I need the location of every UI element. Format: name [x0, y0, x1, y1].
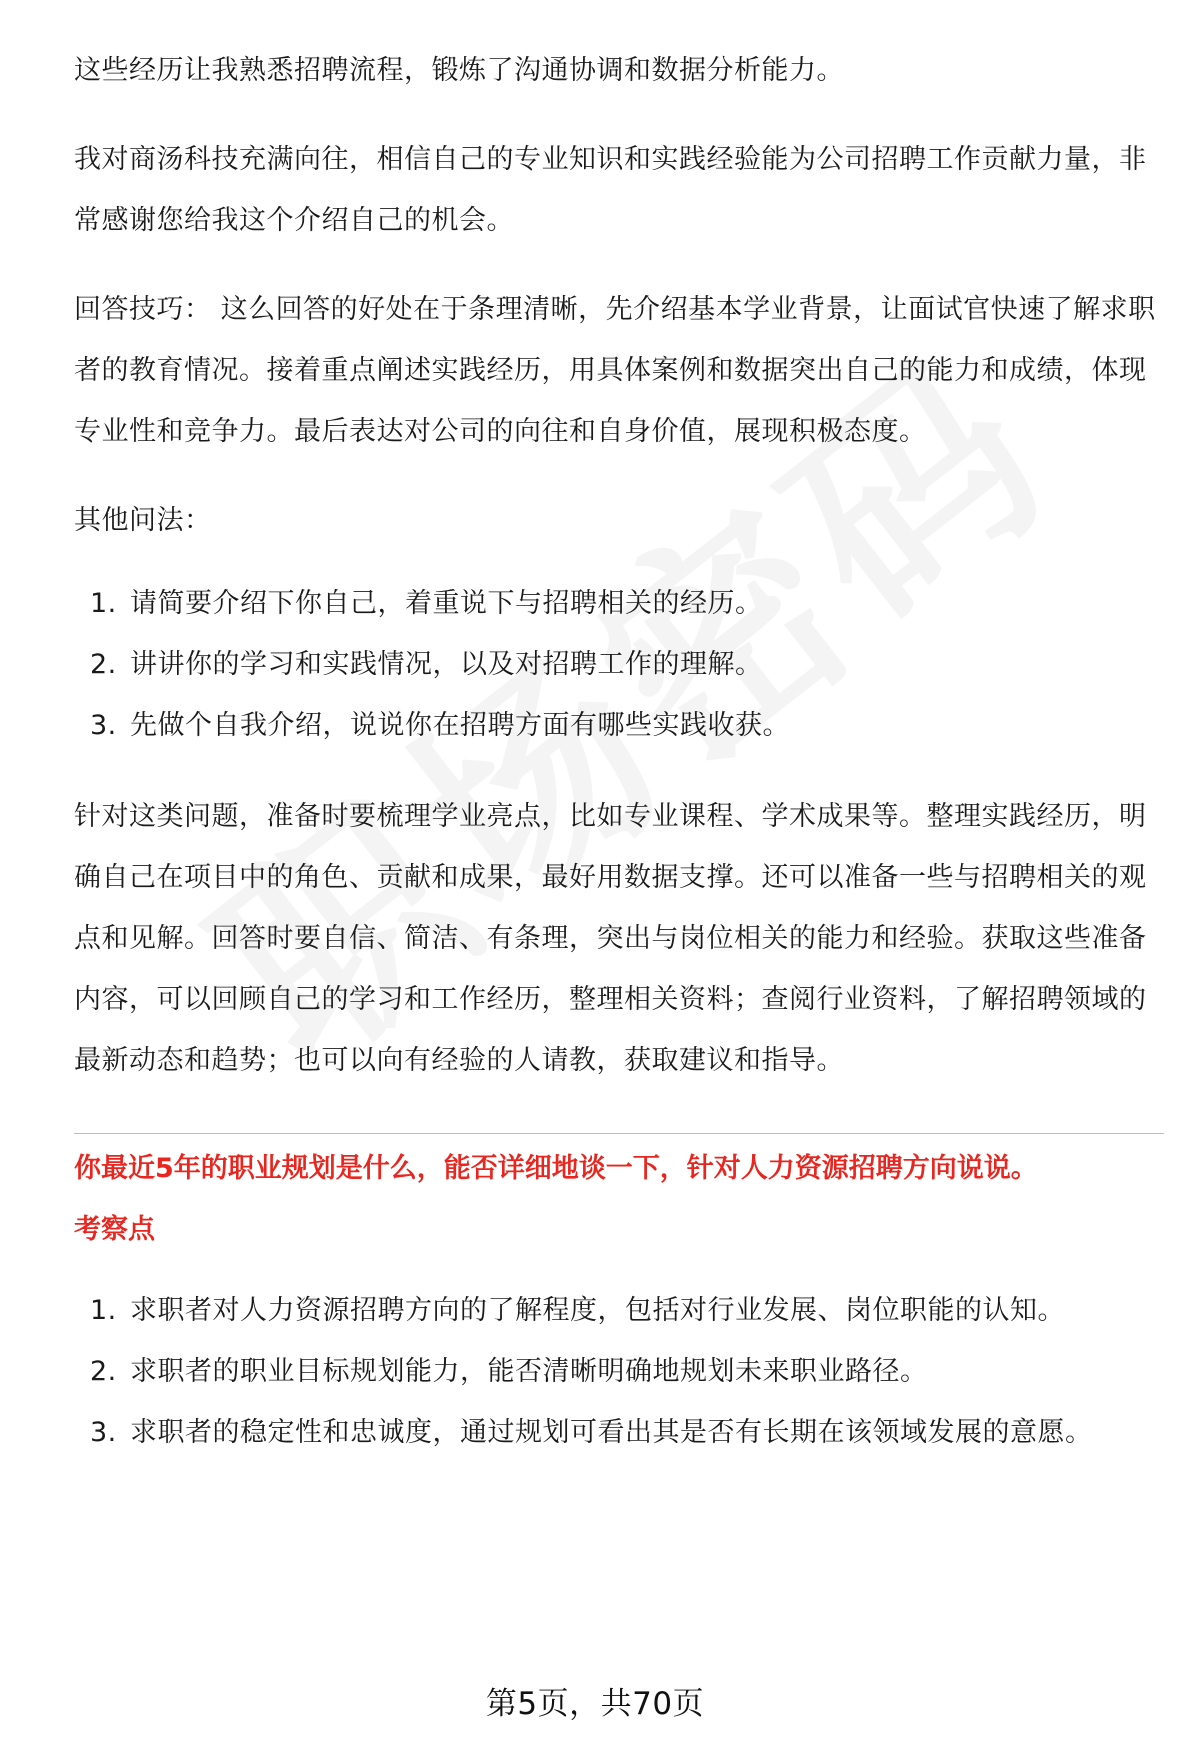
list-number: 2. — [90, 649, 117, 680]
list-number: 1. — [90, 588, 117, 619]
other-questions-list — [74, 573, 1164, 756]
list-text: 求职者的职业目标规划能力，能否清晰明确地规划未来职业路径。 — [130, 1356, 928, 1387]
list-text: 求职者的稳定性和忠诚度，通过规划可看出其是否有长期在该领域发展的意愿。 — [130, 1417, 1093, 1448]
list-number: 2. — [90, 1356, 117, 1387]
list-number: 3. — [90, 710, 117, 741]
list-item — [74, 695, 1164, 756]
list-text: 请简要介绍下你自己，着重说下与招聘相关的经历。 — [130, 588, 763, 619]
list-text: 先做个自我介绍，说说你在招聘方面有哪些实践收获。 — [130, 710, 790, 741]
list-number: 3. — [90, 1417, 117, 1448]
paragraph-company-aspiration: 我对商汤科技充满向往，相信自己的专业知识和实践经验能为公司招聘工作贡献力量，非常感谢您给我这个介绍自己的机会。 — [74, 144, 1147, 236]
page-number: 第5页，共70页 — [485, 1686, 705, 1722]
paragraph-preparation-advice: 针对这类问题，准备时要梳理学业亮点，比如专业课程、学术成果等。整理实践经历，明确自己在项目中的角色、贡献和成果，最好用数据支撑。还可以准备一些与招聘相关的观点和见解。回答时要自信、简洁、有条理，突出与岗位相关的能力和经验。获取这些准备内容，可以回顾自己的学习和工作经历，整理相关资料；查阅行业资料，了解招聘领域的最新动态和趋势；也可以向有经验的人请教，获取建议和指导。 — [74, 801, 1147, 1076]
list-item — [74, 573, 1164, 634]
list-text: 求职者对人力资源招聘方向的了解程度，包括对行业发展、岗位职能的认知。 — [130, 1295, 1065, 1326]
list-item — [74, 1341, 1164, 1402]
section-divider — [74, 1133, 1164, 1134]
question-title: 你最近5年的职业规划是什么，能否详细地谈一下，针对人力资源招聘方向说说。 — [74, 1153, 1038, 1184]
other-questions-heading: 其他问法： — [74, 505, 212, 536]
list-item — [74, 634, 1164, 695]
list-item — [74, 1280, 1164, 1341]
assessment-points-list — [74, 1280, 1164, 1463]
document-page — [74, 40, 1164, 1463]
paragraph-answer-tips: 回答技巧： 这么回答的好处在于条理清晰，先介绍基本学业背景，让面试官快速了解求职者的教育情况。接着重点阐述实践经历，用具体案例和数据突出自己的能力和成绩，体现专业性和竞争力。最后表达对公司的向往和自身价值，展现积极态度。 — [74, 294, 1156, 447]
paragraph-experience-summary: 这些经历让我熟悉招聘流程，锻炼了沟通协调和数据分析能力。 — [74, 55, 844, 86]
list-text: 讲讲你的学习和实践情况，以及对招聘工作的理解。 — [130, 649, 763, 680]
assessment-points-heading: 考察点 — [74, 1214, 155, 1245]
list-item — [74, 1402, 1164, 1463]
list-number: 1. — [90, 1295, 117, 1326]
